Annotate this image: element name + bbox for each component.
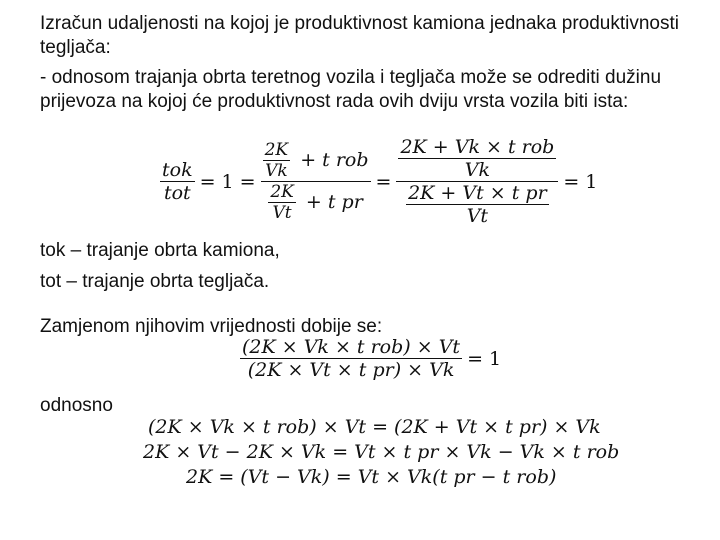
- substitution-label: Zamjenom njihovim vrijednosti dobije se:: [40, 316, 383, 337]
- equals-one-equals: = 1 =: [199, 170, 256, 193]
- fraction-tok-tot: [160, 159, 195, 204]
- a-bot-tail: + t pr: [305, 190, 363, 213]
- intro-line-2: tegljača:: [40, 37, 111, 58]
- equation-line-2: 2K × Vt − 2K × Vk = Vt × t pr × Vk − Vk × t rob: [143, 441, 620, 463]
- fraction-b-top: [398, 136, 556, 181]
- equals-one: = 1: [563, 170, 598, 193]
- compound-b-denominator: [396, 181, 558, 227]
- lhs-numerator: tok: [162, 159, 193, 181]
- substitution-rhs: = 1: [467, 347, 502, 370]
- a-top-den: Vk: [263, 160, 291, 181]
- lhs-denominator: tot: [160, 181, 195, 204]
- intro-line-4: prijevoza na kojoj će produktivnost rada ovih dviju vrsta vozila biti ista:: [40, 91, 629, 112]
- intro-line-3: - odnosom trajanja obrta teretnog vozila i tegljača može se odrediti dužinu: [40, 67, 662, 88]
- compound-a-numerator: [261, 140, 371, 181]
- b-top-num: 2K + Vk × t rob: [400, 136, 555, 158]
- a-top-tail: + t rob: [300, 148, 369, 171]
- a-bot-den: Vt: [268, 202, 296, 223]
- compound-b-numerator: [396, 136, 558, 181]
- a-top-num: 2K: [264, 140, 289, 160]
- compound-a-denominator: [261, 181, 371, 223]
- definition-tot: tot – trajanje obrta tegljača.: [40, 271, 270, 292]
- equals-sign: =: [375, 170, 392, 193]
- fraction-2k-vt: [268, 182, 296, 223]
- fraction-b-bottom: [406, 182, 549, 227]
- compound-fraction-a: [261, 140, 371, 223]
- fraction-2k-vk: [263, 140, 291, 181]
- equation-line-3: 2K = (Vt − Vk) = Vt × Vk(t pr − t rob): [186, 466, 557, 488]
- b-bot-den: Vt: [406, 204, 549, 227]
- a-bot-num: 2K: [270, 182, 294, 202]
- formula-productivity-ratio: [160, 136, 602, 227]
- formula-substitution: [240, 336, 506, 381]
- intro-line-1: Izračun udaljenosti na kojoj je produktivnost kamiona jednaka produktivnosti: [40, 13, 679, 34]
- b-top-den: Vk: [398, 158, 556, 181]
- b-bot-num: 2K + Vt × t pr: [408, 182, 547, 204]
- compound-fraction-b: [396, 136, 558, 227]
- substitution-fraction: [240, 336, 462, 381]
- substitution-numerator: (2K × Vk × t rob) × Vt: [242, 336, 461, 358]
- equation-line-1: (2K × Vk × t rob) × Vt = (2K + Vt × t pr) × Vk: [148, 416, 601, 438]
- odnosno-label: odnosno: [40, 395, 113, 416]
- substitution-denominator: (2K × Vt × t pr) × Vk: [240, 358, 462, 381]
- definition-tok: tok – trajanje obrta kamiona,: [40, 240, 280, 261]
